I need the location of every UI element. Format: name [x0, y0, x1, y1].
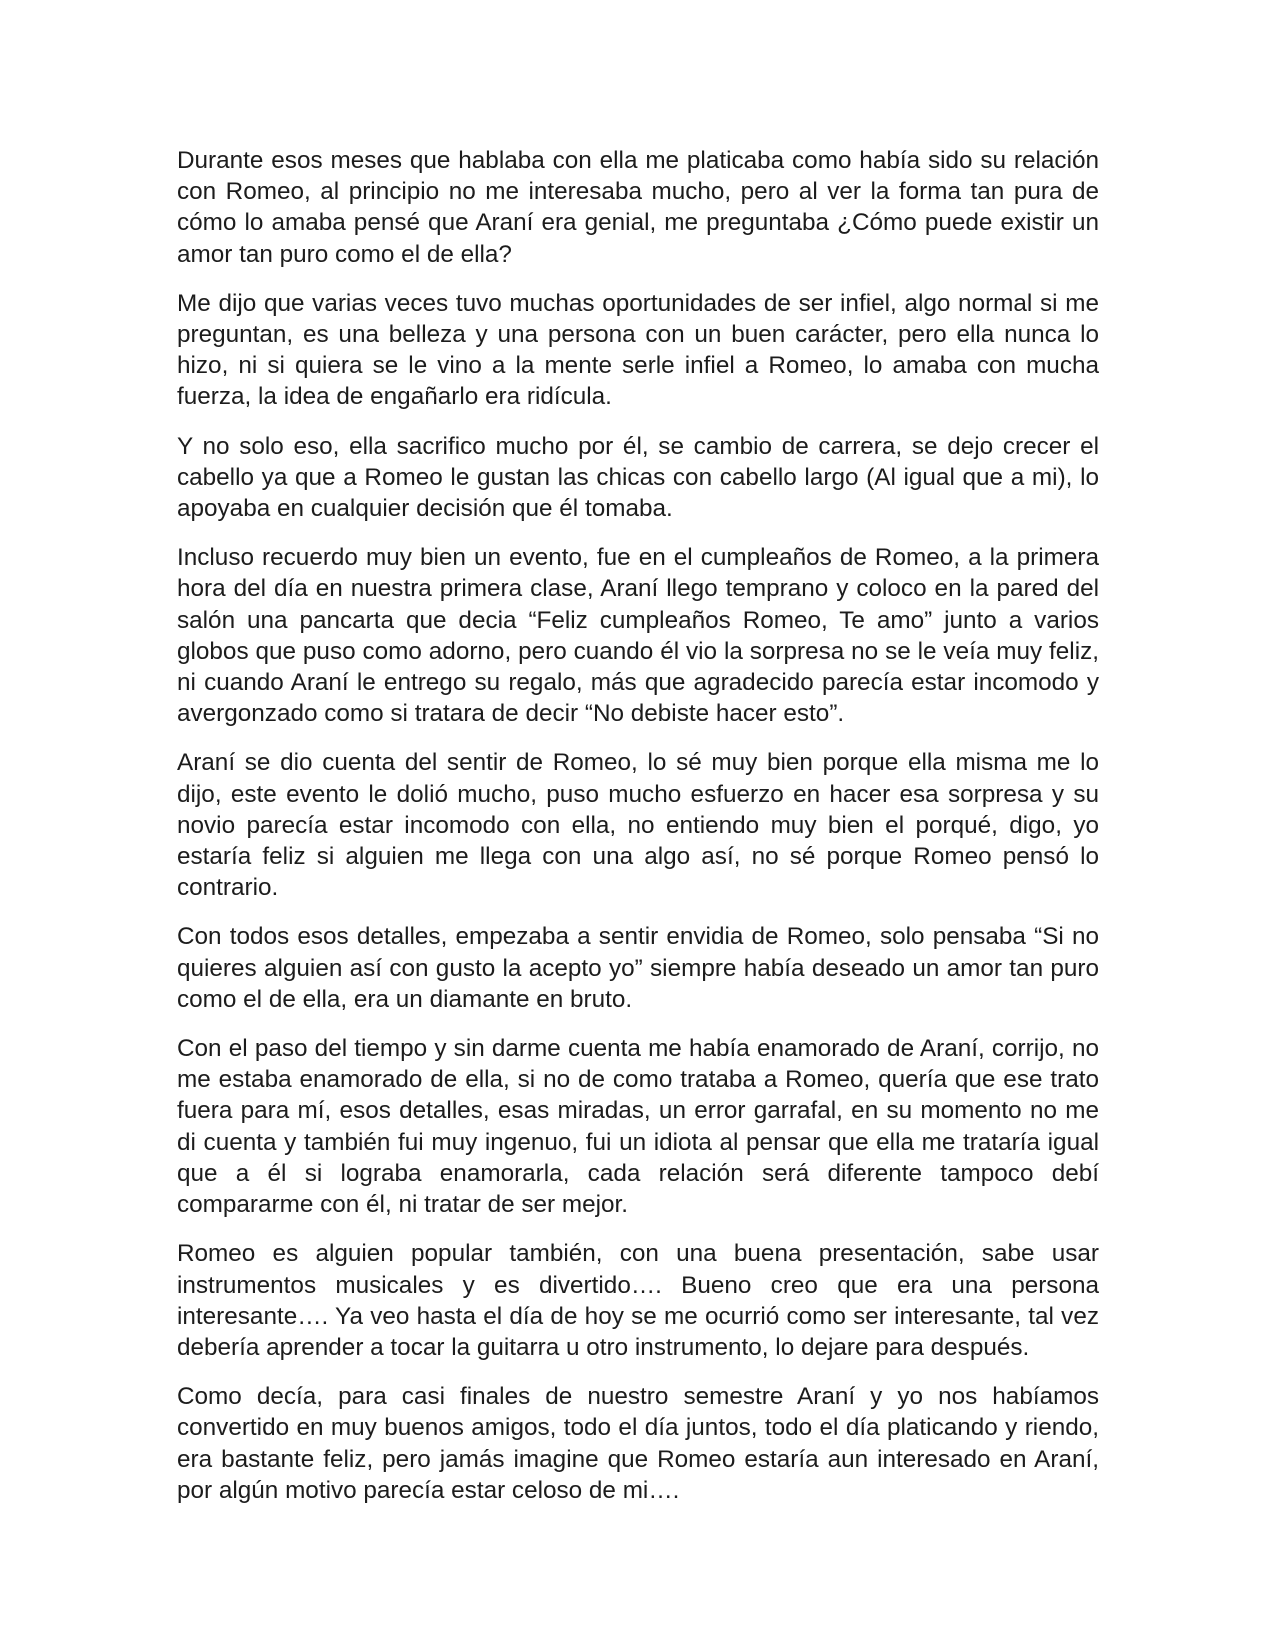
paragraph: Con todos esos detalles, empezaba a sentir envidia de Romeo, solo pensaba “Si no quieres alguien así con gusto la acepto yo” siempre había deseado un amor tan puro como el de ella, era un diamante en bruto.	[177, 923, 1099, 1013]
paragraph: Como decía, para casi finales de nuestro semestre Araní y yo nos habíamos convertido en muy buenos amigos, todo el día juntos, todo el día platicando y riendo, era bastante feliz, pero jamás imagine que Romeo estaría aun interesado en Araní, por algún motivo parecía estar celoso de mi….	[177, 1383, 1099, 1504]
paragraph: Con el paso del tiempo y sin darme cuenta me había enamorado de Araní, corrijo, no me estaba enamorado de ella, si no de como trataba a Romeo, quería que ese trato fuera para mí, esos detalles, esas miradas, un error garrafal, en su momento no me di cuenta y también fui muy ingenuo, fui un idiota al pensar que ella me trataría igual que a él si lograba enamorarla, cada relación será diferente tampoco debí compararme con él, ni tratar de ser mejor.	[177, 1035, 1099, 1219]
paragraph: Incluso recuerdo muy bien un evento, fue en el cumpleaños de Romeo, a la primera hora del día en nuestra primera clase, Araní llego temprano y coloco en la pared del salón una pancarta que decia “Feliz cumpleaños Romeo, Te amo” junto a varios globos que puso como adorno, pero cuando él vio la sorpresa no se le veía muy feliz, ni cuando Araní le entrego su regalo, más que agradecido parecía estar incomodo y avergonzado como si tratara de decir “No debiste hacer esto”.	[177, 544, 1099, 728]
document-body	[177, 145, 1099, 1524]
paragraph: Durante esos meses que hablaba con ella me platicaba como había sido su relación con Romeo, al principio no me interesaba mucho, pero al ver la forma tan pura de cómo lo amaba pensé que Araní era genial, me preguntaba ¿Cómo puede existir un amor tan puro como el de ella?	[177, 147, 1099, 268]
paragraph: Araní se dio cuenta del sentir de Romeo, lo sé muy bien porque ella misma me lo dijo, este evento le dolió mucho, puso mucho esfuerzo en hacer esa sorpresa y su novio parecía estar incomodo con ella, no entiendo muy bien el porqué, digo, yo estaría feliz si alguien me llega con una algo así, no sé porque Romeo pensó lo contrario.	[177, 749, 1099, 902]
paragraph: Y no solo eso, ella sacrifico mucho por él, se cambio de carrera, se dejo crecer el cabello ya que a Romeo le gustan las chicas con cabello largo (Al igual que a mi), lo apoyaba en cualquier decisión que él tomaba.	[177, 432, 1099, 523]
paragraph: Me dijo que varias veces tuvo muchas oportunidades de ser infiel, algo normal si me preguntan, es una belleza y una persona con un buen carácter, pero ella nunca lo hizo, ni si quiera se le vino a la mente serle infiel a Romeo, lo amaba con mucha fuerza, la idea de engañarlo era ridícula.	[177, 289, 1099, 411]
paragraph: Romeo es alguien popular también, con una buena presentación, sabe usar instrumentos musicales y es divertido…. Bueno creo que era una persona interesante…. Ya veo hasta el día de hoy se me ocurrió como ser interesante, tal vez debería aprender a tocar la guitarra u otro instrumento, lo dejare para después.	[177, 1240, 1099, 1361]
